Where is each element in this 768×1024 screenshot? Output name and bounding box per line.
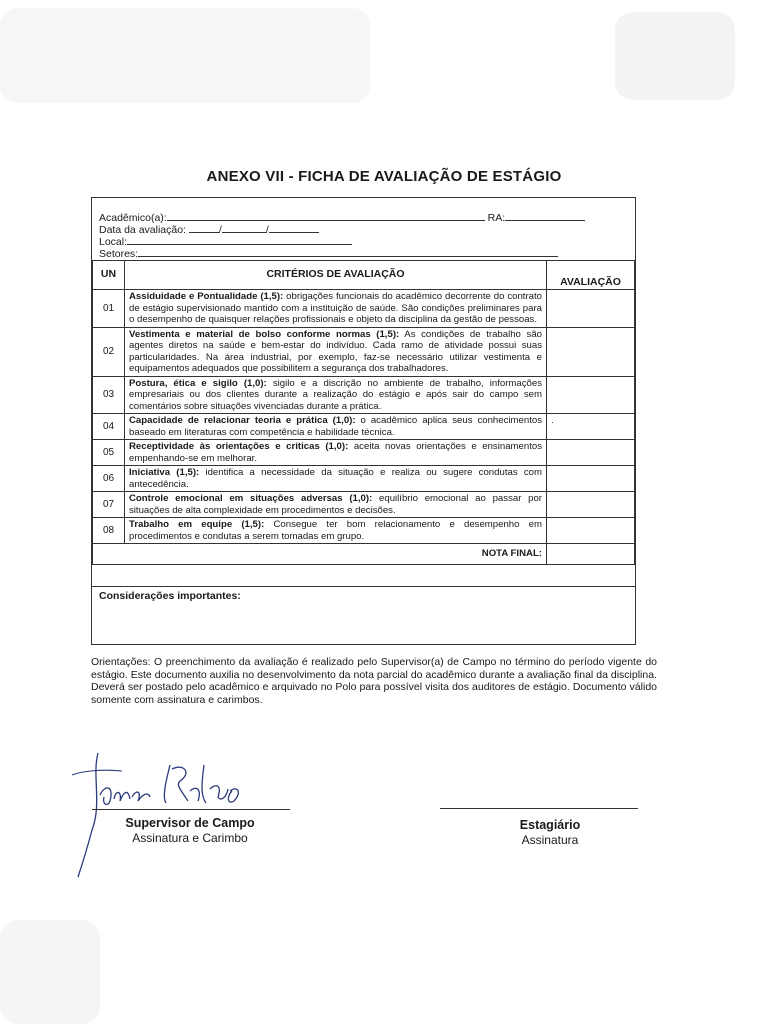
setores-row <box>99 246 558 260</box>
consideracoes-label: Considerações importantes: <box>99 590 241 602</box>
table-row <box>93 414 635 440</box>
academico-label: Acadêmico(a): <box>99 212 167 224</box>
row-criterion <box>125 376 547 414</box>
row-criterion <box>125 290 547 328</box>
col-criterios-header: CRITÉRIOS DE AVALIAÇÃO <box>125 261 547 290</box>
supervisor-handwritten-signature <box>62 745 262 885</box>
setores-label: Setores: <box>99 248 139 260</box>
row-avaliacao-cell[interactable] <box>547 290 635 328</box>
row-un: 04 <box>93 414 125 440</box>
criterion-title: Controle emocional em situações adversas (1,0): <box>129 493 373 504</box>
nota-final-row <box>93 544 635 565</box>
date-separator: / <box>218 224 222 236</box>
row-un: 02 <box>93 327 125 376</box>
row-avaliacao-cell[interactable]: . <box>547 414 635 440</box>
form-header <box>92 198 635 261</box>
criterion-title: Iniciativa (1,5): <box>129 467 200 478</box>
criterion-text: identifica a necessidade da situação e realiza ou sugere condutas com antecedência. <box>129 467 542 490</box>
supervisor-title: Supervisor de Campo <box>125 816 255 830</box>
row-avaliacao-cell[interactable] <box>547 327 635 376</box>
table-header-row <box>93 261 635 290</box>
table-row <box>93 492 635 518</box>
row-criterion <box>125 466 547 492</box>
table-row <box>93 440 635 466</box>
academico-field[interactable] <box>167 210 485 221</box>
estagiario-title: Estagiário <box>519 818 581 832</box>
criteria-table <box>92 260 635 565</box>
table-row <box>93 327 635 376</box>
row-avaliacao-cell[interactable] <box>547 376 635 414</box>
date-year-field[interactable] <box>269 222 319 233</box>
supervisor-signature-line <box>92 809 290 810</box>
date-separator: / <box>265 224 269 236</box>
page-title: ANEXO VII - FICHA DE AVALIAÇÃO DE ESTÁGIO <box>206 168 562 185</box>
row-criterion <box>125 518 547 544</box>
row-un: 07 <box>93 492 125 518</box>
scan-smudge <box>615 12 735 100</box>
table-row <box>93 290 635 328</box>
criterion-text: sigilo e a discrição no ambiente de trabalho, informações empresariais ou dos clientes durante a realização do estágio e após sair do campo sem comentários sobre situações vivenciadas durante a prática. <box>129 377 542 412</box>
criterion-title: Postura, ética e sigilo (1,0): <box>129 377 267 389</box>
criterion-text: equilíbrio emocional ao passar por situações de alta complexidade em procedimentos e decisões. <box>129 493 543 516</box>
row-un: 05 <box>93 440 125 466</box>
row-criterion <box>125 440 547 466</box>
orientacoes-text: Orientações: O preenchimento da avaliação é realizado pelo Supervisor(a) de Campo no término do período vigente do estágio. Este documento auxilia no desenvolvimento da nota parcial do acadêmico durante a avaliação final da disciplina. Deverá ser postado pelo acadêmico e arquivado no Polo para possível visita dos auditores de estágio. Documento válido somente com assinatura e carimbos. <box>91 656 657 706</box>
date-day-field[interactable] <box>189 222 219 233</box>
data-label: Data da avaliação: <box>99 224 186 236</box>
supervisor-subtitle: Assinatura e Carimbo <box>132 831 248 845</box>
row-un: 06 <box>93 466 125 492</box>
criterion-title: Trabalho em equipe (1,5): <box>129 519 265 530</box>
criterion-text: obrigações funcionais do acadêmico decorrente do contrato de estágio supervisionado mantido com a instituição de saúde. São condições preliminares para o desempenho de quaisquer relações profissionais e objeto da disciplina da gestão de pessoas. <box>129 291 542 325</box>
criterion-text: o acadêmico aplica seus conhecimentos baseado em literaturas com competência e habilidade técnica. <box>129 415 542 438</box>
ra-field[interactable] <box>505 210 585 221</box>
scan-smudge <box>0 8 370 103</box>
nota-final-field[interactable] <box>547 544 635 565</box>
row-un: 01 <box>93 290 125 328</box>
row-un: 08 <box>93 518 125 544</box>
criterion-text: aceita novas orientações e ensinamentos empenhando-se em melhorar. <box>129 441 542 464</box>
col-un-header: UN <box>93 261 125 290</box>
criterion-text: Consegue ter bom relacionamento e desempenho em procedimentos e condutas a serem tomadas em grupo. <box>129 519 542 542</box>
criterion-title: Receptividade às orientações e críticas (1,0): <box>129 441 349 452</box>
row-criterion <box>125 492 547 518</box>
table-row <box>93 376 635 414</box>
local-label: Local: <box>99 236 128 248</box>
estagiario-signature-line <box>440 808 638 809</box>
criterion-text: As condições de trabalho são agentes diretos na saúde e bem-estar do indivíduo. Cada ramo de atividade possui suas particularidades. Na área industrial, por exemplo, faz-se necessário utilizar vestimenta e equipamentos adequados que possibilitem a segurança dos trabalhadores. <box>129 328 542 374</box>
row-un: 03 <box>93 376 125 414</box>
scan-smudge <box>0 920 100 1024</box>
row-avaliacao-cell[interactable] <box>547 466 635 492</box>
setores-field[interactable] <box>138 246 558 257</box>
date-month-field[interactable] <box>222 222 266 233</box>
row-avaliacao-cell[interactable] <box>547 440 635 466</box>
nota-final-label: NOTA FINAL: <box>93 544 547 565</box>
consideracoes-box[interactable] <box>92 586 635 646</box>
row-avaliacao-cell[interactable] <box>547 518 635 544</box>
local-field[interactable] <box>127 234 352 245</box>
row-criterion <box>125 327 547 376</box>
table-row <box>93 518 635 544</box>
estagiario-subtitle: Assinatura <box>521 833 579 847</box>
row-avaliacao-cell[interactable] <box>547 492 635 518</box>
evaluation-form <box>91 197 636 645</box>
criterion-title: Assiduidade e Pontualidade (1,5): <box>129 291 284 302</box>
table-row <box>93 466 635 492</box>
criterion-title: Capacidade de relacionar teoria e prática (1,0): <box>129 415 356 426</box>
row-criterion <box>125 414 547 440</box>
criterion-title: Vestimenta e material de bolso conforme normas (1,5): <box>129 328 400 340</box>
col-avaliacao-header: AVALIAÇÃO <box>547 261 635 290</box>
ra-label: RA: <box>487 212 506 224</box>
